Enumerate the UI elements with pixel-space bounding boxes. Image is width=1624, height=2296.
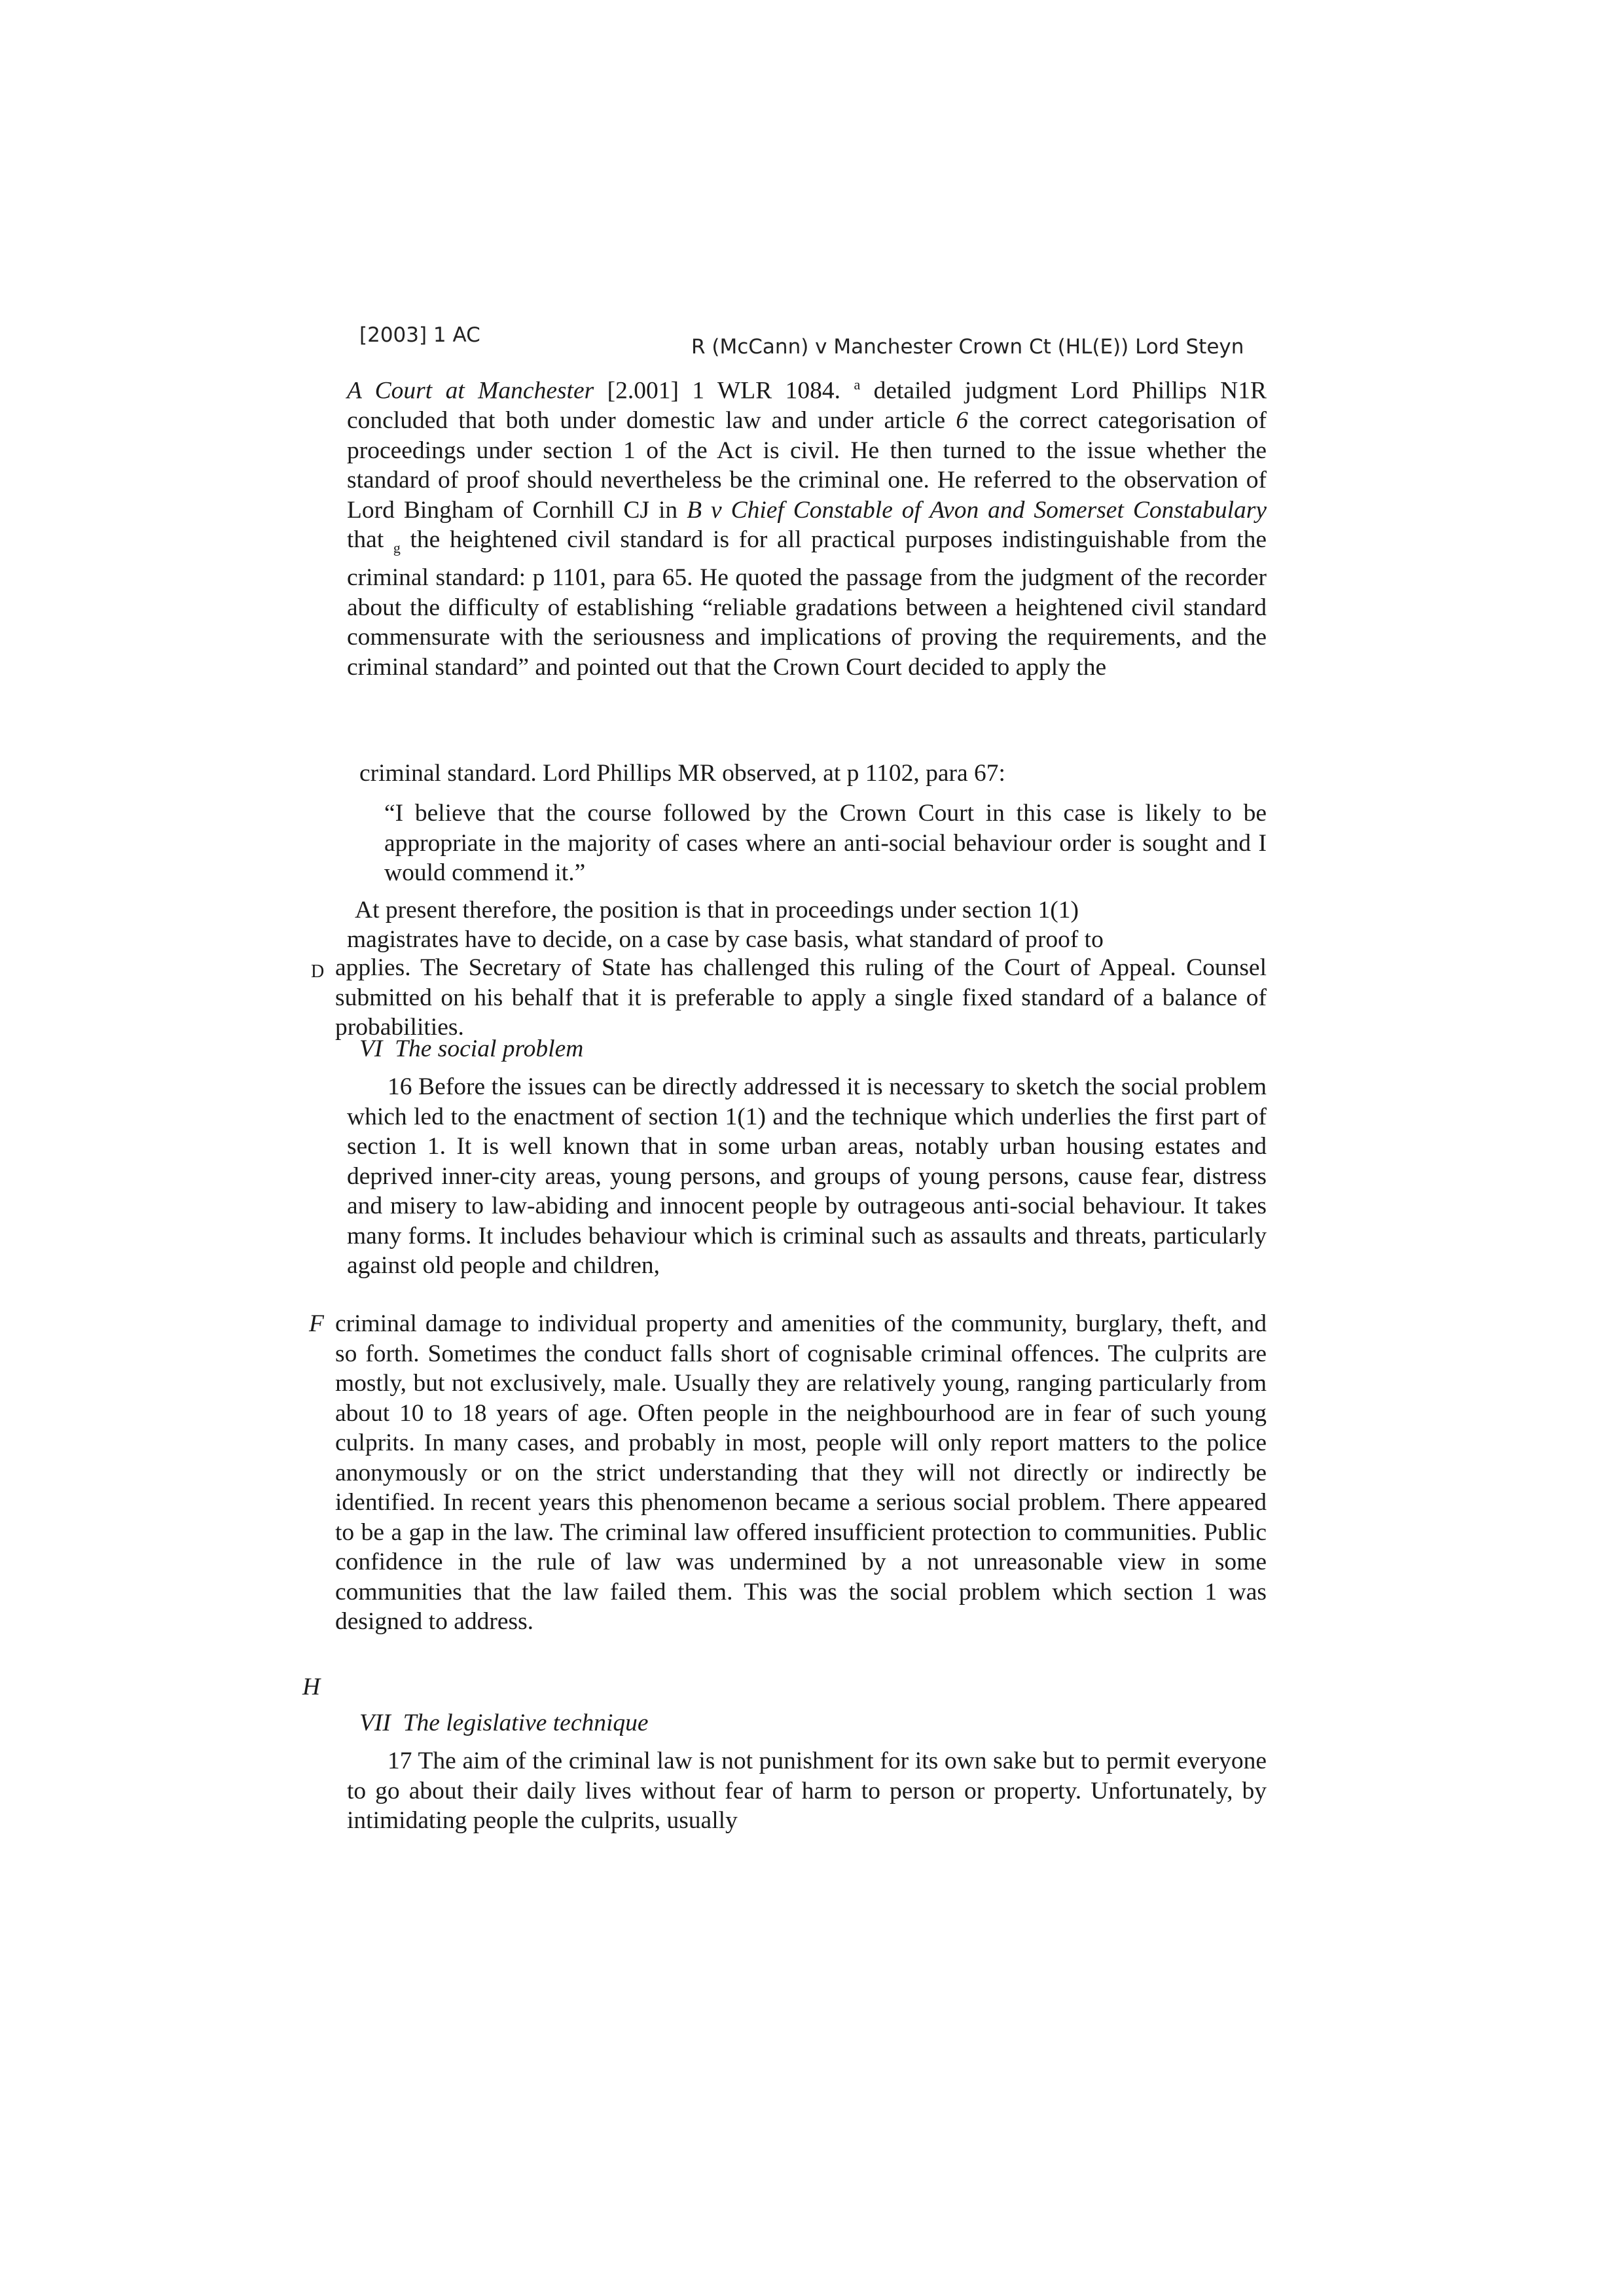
paragraph-present-line2: magistrates have to decide, on a case by case basis, what standard of proof to <box>347 926 1104 953</box>
section-heading-vi <box>359 1034 583 1064</box>
paragraph-present-line1: At present therefore, the position is that in proceedings under section 1(1) <box>355 897 1079 924</box>
section-title: The social problem <box>395 1035 584 1062</box>
margin-letter-inline: g <box>393 539 401 556</box>
case-name-italic: A Court at Manchester <box>347 377 594 404</box>
paragraph-present-rest: applies. The Secretary of State has challenged this ruling of the Court of Appeal. Counsel submitted on his behalf that it is preferable to apply a single fixed standard of a balance of probabilities. <box>335 954 1267 1041</box>
block-quote: “I believe that the course followed by the Crown Court in this case is likely to be appropriate in the majority of cases where an anti-social behaviour order is sought and I would commend it.” <box>384 800 1267 886</box>
paragraph-17: 17 The aim of the criminal law is not punishment for its own sake but to permit everyone to go about their daily lives without fear of harm to person or property. Unfortunately, by intimidating people the culprits, usually <box>347 1748 1267 1834</box>
margin-letter-f: F <box>309 1310 324 1337</box>
section-number: VII <box>359 1710 391 1736</box>
case-name-italic: B v Chief Constable of Avon and Somerset Constabulary <box>687 496 1267 524</box>
paragraph-16: 16 Before the issues can be directly addressed it is necessary to sketch the social problem which led to the enactment of section 1(1) and the technique which underlies the first part of section 1. It is well known that in some urban areas, notably urban housing estates and deprived inner-city areas, young persons, and groups of young persons, cause fear, distress and misery to law-abiding and innocent people by outrageous anti-social behaviour. It takes many forms. It includes behaviour which is criminal such as assaults and threats, particularly against old people and children, <box>347 1073 1267 1279</box>
margin-letter-h: H <box>302 1674 321 1700</box>
footnote-marker: a <box>854 376 861 393</box>
line-continuation: criminal standard. Lord Phillips MR observed, at p 1102, para 67: <box>359 760 1005 787</box>
section-number: VI <box>359 1035 383 1062</box>
paragraph-court-of-appeal <box>347 370 1267 682</box>
section-title: The legislative technique <box>403 1710 649 1736</box>
text-segment: the heightened civil standard is for all practical purposes indistinguishable from the criminal standard: p 1101, para 65. He quoted the passage from the judgment of the recorder about the difficulty of establishing “reliable gradations between a heightened civil standard commensurate with the seriousness and implications of proving the requirements, and the criminal standard” and pointed out that the Crown Court decided to apply the <box>347 526 1267 681</box>
running-header-case-title: R (McCann) v Manchester Crown Ct (HL(E)) Lord Steyn <box>691 335 1244 359</box>
article-number-italic: 6 <box>956 407 969 434</box>
margin-letter-d: D <box>311 961 325 982</box>
text-segment: [2.001] 1 WLR 1084. <box>594 377 854 404</box>
paragraph-16-continued: criminal damage to individual property and amenities of the community, burglary, theft, and so forth. Sometimes the conduct falls short of cognisable criminal offences. The culprits are mostly, but not exclusively, male. Usually they are relatively young, ranging particularly from about 10 to 18 years of age. Often people in the neighbourhood are in fear of such young culprits. In many cases, and probably in most, people will only report matters to the police anonymously or on the strict understanding that they will not directly or indirectly be identified. In recent years this phenomenon became a serious social problem. There appeared to be a gap in the law. The criminal law offered insufficient protection to communities. Public confidence in the rule of law was undermined by a not unreasonable view in some communities that the law failed them. This was the social problem which section 1 was designed to address. <box>335 1310 1267 1635</box>
text-segment: that <box>347 526 393 553</box>
section-heading-vii <box>359 1708 649 1738</box>
text-segment: detailed judgment Lord Phillips N1R concluded that both under domestic law and under article <box>347 377 1267 434</box>
running-header-citation: [2003] 1 AC <box>359 323 480 347</box>
text-segment: the correct categorisation of proceedings under section 1 of the Act is civil. He then turned to the issue whether the standard of proof should nevertheless be the criminal one. He referred to the observation of Lord Bingham of Cornhill CJ in <box>347 407 1267 524</box>
